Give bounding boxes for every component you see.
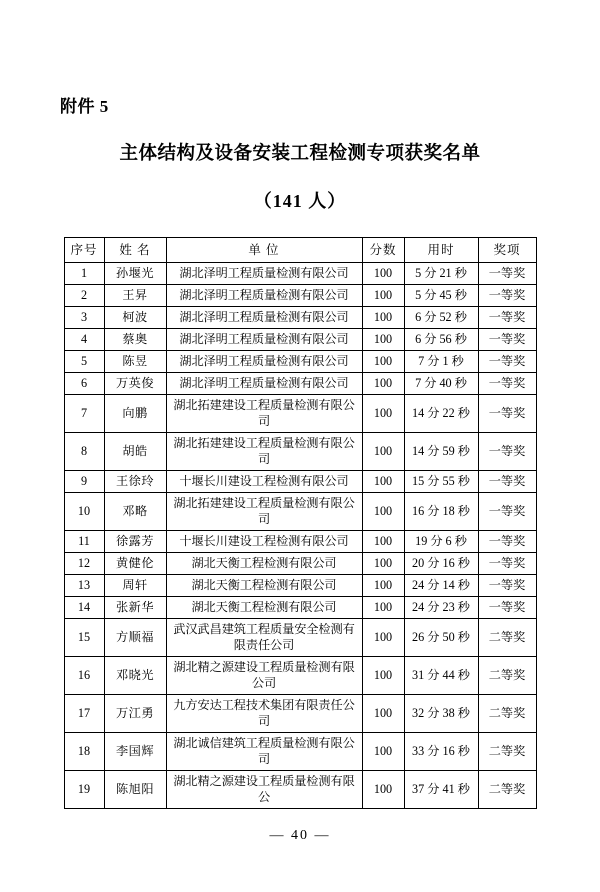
table-row bbox=[64, 770, 536, 808]
cell-score: 100 bbox=[362, 492, 404, 530]
cell-index: 11 bbox=[64, 530, 104, 552]
cell-name: 张新华 bbox=[104, 596, 166, 618]
cell-score: 100 bbox=[362, 285, 404, 307]
cell-score: 100 bbox=[362, 732, 404, 770]
cell-award: 一等奖 bbox=[478, 307, 536, 329]
table-row bbox=[64, 285, 536, 307]
cell-award: 一等奖 bbox=[478, 373, 536, 395]
cell-unit: 湖北泽明工程质量检测有限公司 bbox=[166, 307, 362, 329]
cell-time: 5 分 21 秒 bbox=[404, 263, 478, 285]
cell-award: 一等奖 bbox=[478, 574, 536, 596]
table-row bbox=[64, 656, 536, 694]
table-row bbox=[64, 574, 536, 596]
cell-award: 二等奖 bbox=[478, 618, 536, 656]
page-number: — 40 — bbox=[269, 828, 331, 843]
cell-name: 周轩 bbox=[104, 574, 166, 596]
cell-unit: 湖北天衡工程检测有限公司 bbox=[166, 596, 362, 618]
column-header-award: 奖项 bbox=[478, 238, 536, 263]
column-header-unit: 单 位 bbox=[166, 238, 362, 263]
cell-name: 胡皓 bbox=[104, 432, 166, 470]
cell-time: 33 分 16 秒 bbox=[404, 732, 478, 770]
cell-unit: 湖北拓建建设工程质量检测有限公司 bbox=[166, 395, 362, 433]
cell-score: 100 bbox=[362, 263, 404, 285]
cell-index: 5 bbox=[64, 351, 104, 373]
cell-time: 20 分 16 秒 bbox=[404, 552, 478, 574]
column-header-index: 序号 bbox=[64, 238, 104, 263]
table-row bbox=[64, 395, 536, 433]
table-row bbox=[64, 263, 536, 285]
cell-award: 二等奖 bbox=[478, 694, 536, 732]
cell-score: 100 bbox=[362, 329, 404, 351]
cell-unit: 湖北泽明工程质量检测有限公司 bbox=[166, 351, 362, 373]
cell-score: 100 bbox=[362, 770, 404, 808]
cell-name: 王昇 bbox=[104, 285, 166, 307]
cell-index: 6 bbox=[64, 373, 104, 395]
cell-award: 二等奖 bbox=[478, 770, 536, 808]
cell-award: 一等奖 bbox=[478, 329, 536, 351]
cell-award: 一等奖 bbox=[478, 285, 536, 307]
table-row bbox=[64, 492, 536, 530]
cell-unit: 湖北泽明工程质量检测有限公司 bbox=[166, 263, 362, 285]
cell-name: 徐露芳 bbox=[104, 530, 166, 552]
cell-score: 100 bbox=[362, 373, 404, 395]
column-header-time: 用时 bbox=[404, 238, 478, 263]
cell-award: 一等奖 bbox=[478, 492, 536, 530]
cell-score: 100 bbox=[362, 307, 404, 329]
cell-score: 100 bbox=[362, 351, 404, 373]
cell-unit: 湖北泽明工程质量检测有限公司 bbox=[166, 373, 362, 395]
cell-unit: 武汉武昌建筑工程质量安全检测有限责任公司 bbox=[166, 618, 362, 656]
cell-score: 100 bbox=[362, 618, 404, 656]
attachment-label: 附件 5 bbox=[60, 97, 109, 116]
page-title: 主体结构及设备安装工程检测专项获奖名单 bbox=[119, 144, 481, 164]
table-row bbox=[64, 530, 536, 552]
table-row bbox=[64, 618, 536, 656]
cell-time: 15 分 55 秒 bbox=[404, 470, 478, 492]
cell-name: 向鹏 bbox=[104, 395, 166, 433]
table-row bbox=[64, 732, 536, 770]
cell-name: 黄健伦 bbox=[104, 552, 166, 574]
cell-time: 24 分 14 秒 bbox=[404, 574, 478, 596]
cell-index: 7 bbox=[64, 395, 104, 433]
page-subtitle: （141 人） bbox=[253, 191, 347, 211]
cell-index: 13 bbox=[64, 574, 104, 596]
cell-name: 方顺福 bbox=[104, 618, 166, 656]
cell-score: 100 bbox=[362, 552, 404, 574]
cell-score: 100 bbox=[362, 656, 404, 694]
cell-name: 万英俊 bbox=[104, 373, 166, 395]
cell-time: 14 分 59 秒 bbox=[404, 432, 478, 470]
cell-index: 19 bbox=[64, 770, 104, 808]
cell-name: 邓晓光 bbox=[104, 656, 166, 694]
cell-index: 12 bbox=[64, 552, 104, 574]
table-row bbox=[64, 351, 536, 373]
cell-unit: 湖北精之源建设工程质量检测有限公司 bbox=[166, 656, 362, 694]
cell-award: 一等奖 bbox=[478, 596, 536, 618]
column-header-name: 姓 名 bbox=[104, 238, 166, 263]
table-row bbox=[64, 694, 536, 732]
cell-award: 一等奖 bbox=[478, 530, 536, 552]
cell-unit: 十堰长川建设工程检测有限公司 bbox=[166, 470, 362, 492]
cell-award: 一等奖 bbox=[478, 432, 536, 470]
cell-name: 王徐玲 bbox=[104, 470, 166, 492]
cell-time: 7 分 1 秒 bbox=[404, 351, 478, 373]
cell-award: 一等奖 bbox=[478, 395, 536, 433]
cell-name: 李国辉 bbox=[104, 732, 166, 770]
cell-time: 5 分 45 秒 bbox=[404, 285, 478, 307]
cell-award: 一等奖 bbox=[478, 263, 536, 285]
cell-index: 16 bbox=[64, 656, 104, 694]
cell-time: 6 分 56 秒 bbox=[404, 329, 478, 351]
cell-name: 柯波 bbox=[104, 307, 166, 329]
cell-unit: 湖北泽明工程质量检测有限公司 bbox=[166, 329, 362, 351]
cell-time: 19 分 6 秒 bbox=[404, 530, 478, 552]
cell-score: 100 bbox=[362, 530, 404, 552]
cell-score: 100 bbox=[362, 574, 404, 596]
cell-award: 一等奖 bbox=[478, 470, 536, 492]
cell-index: 3 bbox=[64, 307, 104, 329]
cell-index: 18 bbox=[64, 732, 104, 770]
cell-score: 100 bbox=[362, 395, 404, 433]
table-row bbox=[64, 432, 536, 470]
cell-time: 24 分 23 秒 bbox=[404, 596, 478, 618]
cell-name: 孙堰光 bbox=[104, 263, 166, 285]
cell-award: 一等奖 bbox=[478, 552, 536, 574]
cell-score: 100 bbox=[362, 694, 404, 732]
table-row bbox=[64, 552, 536, 574]
table-row bbox=[64, 329, 536, 351]
cell-unit: 湖北诚信建筑工程质量检测有限公司 bbox=[166, 732, 362, 770]
cell-index: 4 bbox=[64, 329, 104, 351]
cell-unit: 湖北天衡工程检测有限公司 bbox=[166, 552, 362, 574]
cell-index: 2 bbox=[64, 285, 104, 307]
cell-index: 17 bbox=[64, 694, 104, 732]
cell-time: 32 分 38 秒 bbox=[404, 694, 478, 732]
cell-name: 陈昱 bbox=[104, 351, 166, 373]
cell-unit: 九方安达工程技术集团有限责任公司 bbox=[166, 694, 362, 732]
cell-unit: 湖北精之源建设工程质量检测有限公 bbox=[166, 770, 362, 808]
table-row bbox=[64, 470, 536, 492]
cell-name: 万江勇 bbox=[104, 694, 166, 732]
cell-name: 蔡奥 bbox=[104, 329, 166, 351]
cell-time: 14 分 22 秒 bbox=[404, 395, 478, 433]
award-list-table bbox=[64, 237, 537, 809]
cell-score: 100 bbox=[362, 432, 404, 470]
table-header-row bbox=[64, 238, 536, 263]
cell-award: 一等奖 bbox=[478, 351, 536, 373]
cell-unit: 湖北天衡工程检测有限公司 bbox=[166, 574, 362, 596]
cell-index: 1 bbox=[64, 263, 104, 285]
cell-score: 100 bbox=[362, 470, 404, 492]
cell-unit: 湖北拓建建设工程质量检测有限公司 bbox=[166, 492, 362, 530]
cell-unit: 湖北拓建建设工程质量检测有限公司 bbox=[166, 432, 362, 470]
cell-unit: 湖北泽明工程质量检测有限公司 bbox=[166, 285, 362, 307]
cell-index: 9 bbox=[64, 470, 104, 492]
cell-name: 邓略 bbox=[104, 492, 166, 530]
table-row bbox=[64, 307, 536, 329]
cell-index: 15 bbox=[64, 618, 104, 656]
column-header-score: 分数 bbox=[362, 238, 404, 263]
cell-time: 26 分 50 秒 bbox=[404, 618, 478, 656]
cell-award: 二等奖 bbox=[478, 656, 536, 694]
cell-index: 14 bbox=[64, 596, 104, 618]
table-row bbox=[64, 596, 536, 618]
cell-time: 16 分 18 秒 bbox=[404, 492, 478, 530]
cell-score: 100 bbox=[362, 596, 404, 618]
cell-time: 37 分 41 秒 bbox=[404, 770, 478, 808]
cell-unit: 十堰长川建设工程检测有限公司 bbox=[166, 530, 362, 552]
cell-time: 6 分 52 秒 bbox=[404, 307, 478, 329]
document-page bbox=[0, 92, 600, 892]
cell-award: 二等奖 bbox=[478, 732, 536, 770]
table-body bbox=[64, 263, 536, 809]
cell-time: 7 分 40 秒 bbox=[404, 373, 478, 395]
cell-index: 10 bbox=[64, 492, 104, 530]
cell-time: 31 分 44 秒 bbox=[404, 656, 478, 694]
cell-index: 8 bbox=[64, 432, 104, 470]
table-row bbox=[64, 373, 536, 395]
cell-name: 陈旭阳 bbox=[104, 770, 166, 808]
